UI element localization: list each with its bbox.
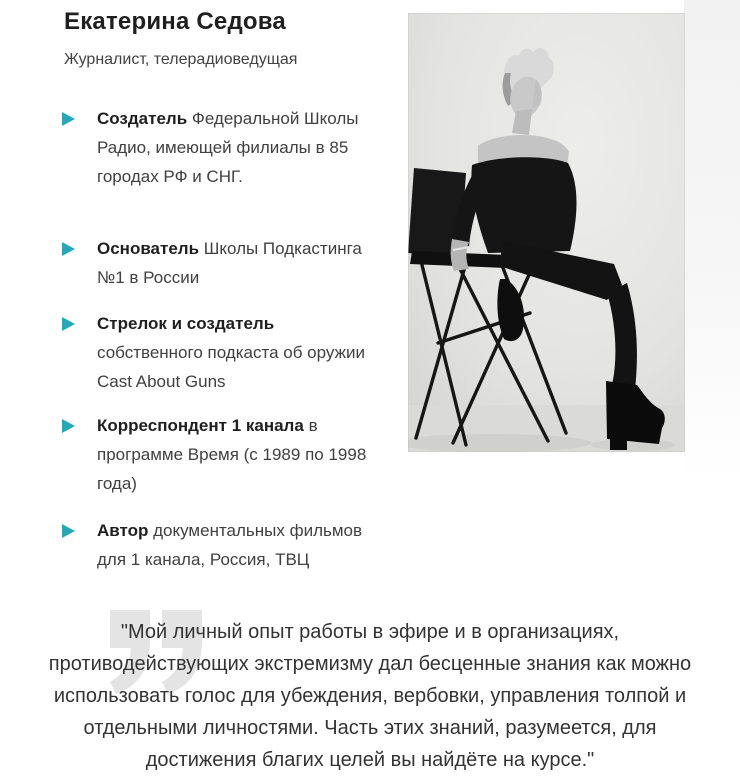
photo-background-strip bbox=[684, 0, 740, 480]
page-title: Екатерина Седова bbox=[64, 8, 286, 35]
achievement-text: Школы Подкастинга №1 в России bbox=[97, 239, 362, 287]
achievement-lead: Стрелок и создатель bbox=[97, 314, 275, 333]
list-item bbox=[62, 234, 374, 292]
portrait-photo-illustration bbox=[408, 13, 685, 452]
list-item bbox=[62, 516, 374, 574]
bullet-arrow-icon bbox=[62, 242, 75, 256]
achievement-lead: Автор bbox=[97, 521, 149, 540]
list-item bbox=[62, 309, 374, 396]
list-item bbox=[62, 104, 374, 191]
achievement-text: Федеральной Школы Радио, имеющей филиалы в 85 городах РФ и СНГ. bbox=[97, 109, 359, 186]
profile-header bbox=[64, 8, 297, 69]
achievement-lead: Основатель bbox=[97, 239, 200, 258]
bullet-arrow-icon bbox=[62, 112, 75, 126]
bullet-arrow-icon bbox=[62, 524, 75, 538]
bullet-arrow-icon bbox=[62, 419, 75, 433]
achievement-lead: Создатель bbox=[97, 109, 188, 128]
achievement-text: документальных фильмов для 1 канала, Россия, ТВЦ bbox=[97, 521, 363, 569]
quote-text: "Мой личный опыт работы в эфире и в организациях, противодействующих экстремизму дал бесценные знания как можно использовать голос для убеждения, вербовки, управления толпой и отдельными личностями. Часть этих знаний, разумеется, для достижения благих целей вы найдёте на курсе." bbox=[48, 621, 692, 771]
profile-photo bbox=[408, 13, 685, 452]
achievement-text: в программе Время (с 1989 по 1998 года) bbox=[97, 416, 367, 493]
list-item bbox=[62, 411, 374, 498]
achievement-lead: Корреспондент 1 канала bbox=[97, 416, 304, 435]
bullet-arrow-icon bbox=[62, 317, 75, 331]
profile-role: Журналист, телерадиоведущая bbox=[64, 51, 298, 68]
achievement-text: собственного подкаста об оружии Cast About Guns bbox=[97, 343, 365, 391]
